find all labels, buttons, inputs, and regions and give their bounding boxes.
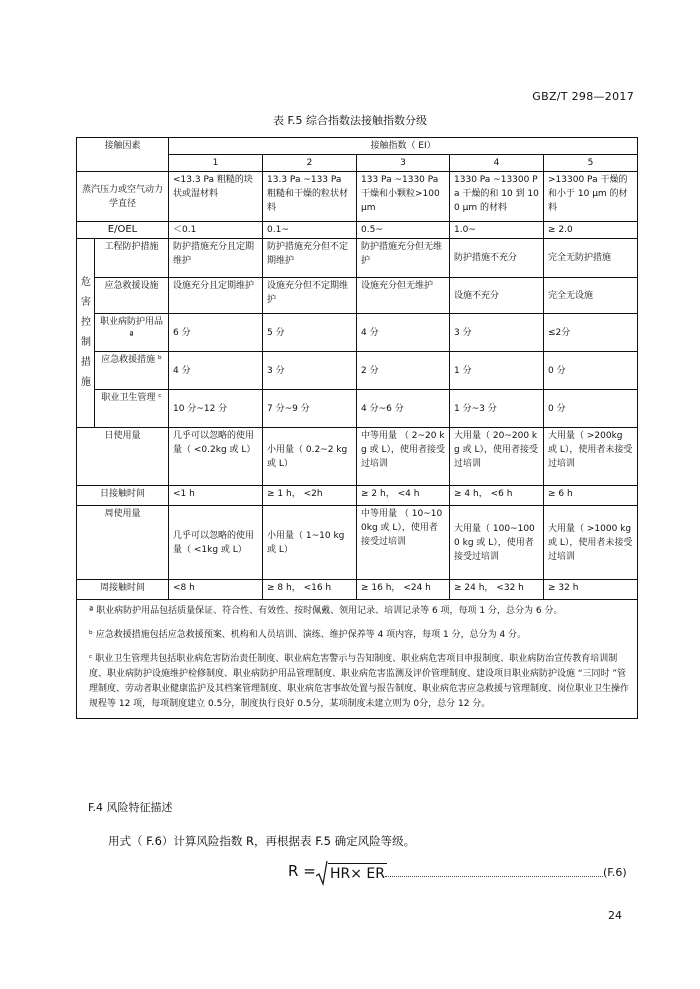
level-3: 3: [357, 155, 450, 172]
table-cell: ≥ 1 h， <2h: [263, 486, 357, 506]
table-cell: 中等用量 （ 2~20 kg 或 L），使用者接受过培训: [357, 428, 450, 486]
footnote-row: [77, 600, 638, 719]
table-cell: <8 h: [169, 580, 263, 600]
table-cell: 1.0~: [450, 222, 544, 239]
table-cell: 完全无设施: [544, 278, 638, 314]
table-cell: 1 分: [450, 352, 544, 390]
table-cell: 设施充分且定期维护: [169, 278, 263, 314]
table-cell: 0 分: [544, 390, 638, 428]
formula-number: (F.6): [603, 866, 627, 879]
table-cell: <13.3 Pa 粗糙的块状或湿材料: [169, 172, 263, 222]
control-sub-label: 职业病防护用品 ª: [95, 314, 169, 352]
daily-time-row: [77, 486, 638, 506]
table-title: 表 F.5 综合指数法接触指数分级: [272, 114, 428, 127]
table-cell: 大用量（ >200kg 或 L），使用者未接受过培训: [544, 428, 638, 486]
table-cell: ≥ 6 h: [544, 486, 638, 506]
formula-lhs: R =: [288, 862, 316, 880]
table-cell: 4 分: [357, 314, 450, 352]
table-cell: 完全无防护措施: [544, 239, 638, 278]
section-paragraph: 用式（ F.6）计算风险指数 R，再根据表 F.5 确定风险等级。: [108, 834, 416, 848]
table-cell: 几乎可以忽略的使用量（ <0.2kg 或 L）: [169, 428, 263, 486]
control-row: [77, 239, 638, 278]
table-cell: ≥ 2.0: [544, 222, 638, 239]
weekly-time-label: 周接触时间: [77, 580, 169, 600]
table-cell: 0.5~: [357, 222, 450, 239]
control-sub-label: 职业卫生管理 ᶜ: [95, 390, 169, 428]
control-sub-label: 应急救援措施 ᵇ: [95, 352, 169, 390]
weekly-use-row: [77, 506, 638, 580]
control-sub-label: 工程防护措施: [95, 239, 169, 278]
control-sub-label: 应急救援设施: [95, 278, 169, 314]
daily-use-row: [77, 428, 638, 486]
table-cell: 设施不充分: [450, 278, 544, 314]
table-header-row: [77, 138, 638, 155]
table-cell: ≥ 8 h， <16 h: [263, 580, 357, 600]
formula-radicand: HR× ER: [328, 863, 387, 883]
table-cell: 133 Pa ~1330 Pa 干燥和小颗粒>100 μm: [357, 172, 450, 222]
footnotes: [77, 600, 638, 719]
table-cell: ≥ 2 h， <4 h: [357, 486, 450, 506]
table-cell: ≥ 24 h， <32 h: [450, 580, 544, 600]
page-number: 24: [608, 909, 622, 922]
table-cell: 4 分: [169, 352, 263, 390]
table-cell: 防护措施充分但无维护: [357, 239, 450, 278]
table-cell: 1330 Pa ~13300 Pa 干燥的和 10 到 100 μm 的材料: [450, 172, 544, 222]
control-row: [77, 352, 638, 390]
table-cell: ≥ 16 h， <24 h: [357, 580, 450, 600]
footnote-c: ᶜ 职业卫生管理共包括职业病危害防治责任制度、职业病危害警示与告知制度、职业病危害项目申报制度、职业病防治宣传教育培训制度、职业病防护设施维护检修制度、职业病防护用品管理制度、职业病危害监测及评价管理制度、建设项目职业病防护设施 “三同时 ”管理制度、劳动者职业健康监护及其档案管理制度、职业病危害事故处置与报告制度、职业病危害应急救援与管理制度、岗位职业卫生操作规程等 12 项，每项制度建立 0.5分，制度执行良好 0.5分，某项制度未建立则为 0分，总分 12 分。: [89, 654, 630, 709]
leader-dots: [385, 876, 603, 877]
table-cell: 中等用量 （ 10~100kg 或 L），使用者接受过培训: [357, 506, 450, 580]
table-cell: 10 分~12 分: [169, 390, 263, 428]
control-row: [77, 314, 638, 352]
level-2: 2: [263, 155, 357, 172]
sqrt-sign-icon: [316, 860, 328, 886]
table-cell: 0.1~: [263, 222, 357, 239]
standard-code: GBZ/T 298—2017: [532, 90, 634, 103]
table-cell: ≥ 32 h: [544, 580, 638, 600]
table-cell: >13300 Pa 干燥的和小于 10 μm 的材料: [544, 172, 638, 222]
level-5: 5: [544, 155, 638, 172]
table-cell: 5 分: [263, 314, 357, 352]
table-cell: 防护措施充分且定期维护: [169, 239, 263, 278]
control-row: [77, 390, 638, 428]
table-cell: 大用量（ 100~1000 kg 或 L），使用者接受过培训: [450, 506, 544, 580]
footnote-a: ª 职业病防护用品包括质量保证、符合性、有效性、按时佩戴、领用记录、培训记录等 6 项，每项 1 分，总分为 6 分。: [89, 606, 563, 616]
vapor-row: [77, 172, 638, 222]
daily-time-label: 日接触时间: [77, 486, 169, 506]
table-cell: 4 分~6 分: [357, 390, 450, 428]
table-cell: 防护措施充分但不定期维护: [263, 239, 357, 278]
vapor-label: 蒸汽压力或空气动力学直径: [77, 172, 169, 222]
table-cell: 设施充分但无维护: [357, 278, 450, 314]
table-cell: 13.3 Pa ~133 Pa 粗糙和干燥的粒状材料: [263, 172, 357, 222]
table-cell: 3 分: [450, 314, 544, 352]
index-header: 接触指数（ EI）: [169, 138, 638, 155]
table-cell: ＜0.1: [169, 222, 263, 239]
factor-header: 接触因素: [77, 138, 169, 172]
exposure-index-table: [76, 137, 638, 719]
level-4: 4: [450, 155, 544, 172]
eoel-label: E/OEL: [77, 222, 169, 239]
daily-use-label: 日使用量: [77, 428, 169, 486]
table-cell: 6 分: [169, 314, 263, 352]
control-label: 危害控制措施: [77, 239, 95, 428]
weekly-use-label: 周使用量: [77, 506, 169, 580]
table-cell: 0 分: [544, 352, 638, 390]
table-cell: ≤2分: [544, 314, 638, 352]
table-cell: 小用量（ 1~10 kg 或 L）: [263, 506, 357, 580]
table-cell: 1 分~3 分: [450, 390, 544, 428]
table-cell: 设施充分但不定期维护: [263, 278, 357, 314]
control-row: [77, 278, 638, 314]
table-cell: 小用量（ 0.2~2 kg 或 L）: [263, 428, 357, 486]
table-cell: 7 分~9 分: [263, 390, 357, 428]
table-cell: 大用量（ 20~200 kg 或 L），使用者接受过培训: [450, 428, 544, 486]
table-cell: 2 分: [357, 352, 450, 390]
table-cell: 大用量（ >1000 kg 或 L），使用者未接受过培训: [544, 506, 638, 580]
section-heading: F.4 风险特征描述: [88, 801, 173, 814]
eoel-row: [77, 222, 638, 239]
weekly-time-row: [77, 580, 638, 600]
table-cell: ≥ 4 h， <6 h: [450, 486, 544, 506]
footnote-b: ᵇ 应急救援措施包括应急救援预案、机构和人员培训、演练、维护保养等 4 项内容，每项 1 分，总分为 4 分。: [89, 630, 527, 640]
level-1: 1: [169, 155, 263, 172]
table-cell: 几乎可以忽略的使用量（ <1kg 或 L）: [169, 506, 263, 580]
table-cell: 防护措施不充分: [450, 239, 544, 278]
formula-f6: [288, 860, 628, 888]
table-cell: 3 分: [263, 352, 357, 390]
table-cell: <1 h: [169, 486, 263, 506]
